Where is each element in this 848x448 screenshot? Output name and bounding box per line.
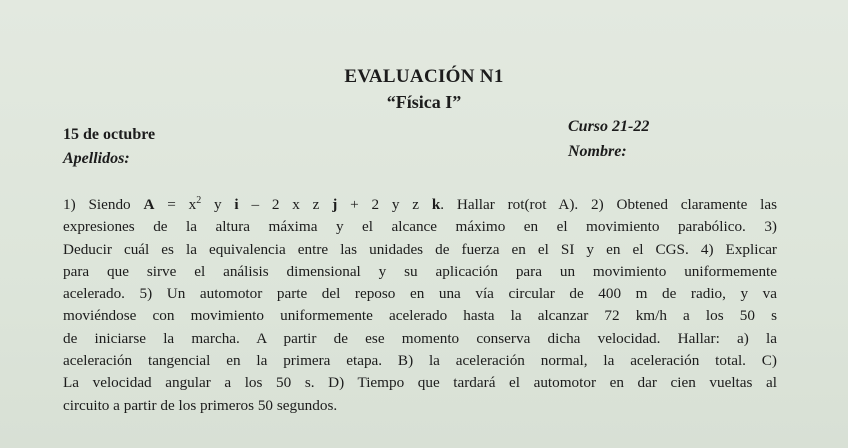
unit-vector-i: i: [234, 196, 239, 213]
text-fragment: = x: [154, 196, 197, 213]
unit-vector-j: j: [332, 196, 338, 213]
question-line-4: para que sirve el análisis dimensional y su aplicación para un movimiento uniformemente: [63, 262, 777, 280]
text-fragment: 1) Siendo: [63, 196, 144, 213]
text-fragment: + 2 y z: [337, 196, 432, 213]
text-fragment: y: [201, 196, 235, 213]
exam-questions: [63, 194, 777, 417]
exam-subtitle: “Física I”: [386, 92, 462, 112]
question-line-3: Deducir cuál es la equivalencia entre las unidades de fuerza en el SI y en el CGS. 4) Explicar: [63, 240, 777, 258]
exam-title: EVALUACIÓN N1: [344, 66, 504, 87]
question-line-8: aceleración tangencial en la primera etapa. B) la aceleración normal, la aceleración total. C): [63, 352, 777, 370]
text-fragment: . Hallar rot(rot A). 2) Obtened claramente las: [440, 196, 778, 213]
apellidos-label: Apellidos:: [63, 150, 130, 167]
question-line-6: moviéndose con movimiento uniformemente acelerado hasta la alcanzar 72 km/h a los 50 s: [63, 307, 777, 325]
question-line-2: expresiones de la altura máxima y el alcance máximo en el movimiento parabólico. 3): [63, 218, 777, 236]
vector-a: A: [143, 196, 155, 213]
question-line-5: acelerado. 5) Un automotor parte del reposo en una vía circular de 400 m de radio, y va: [63, 285, 777, 303]
question-line-10: circuito a partir de los primeros 50 segundos.: [63, 396, 338, 414]
course-label: Curso 21-22: [568, 118, 650, 135]
superscript-2: 2: [196, 195, 202, 206]
question-line-7: de iniciarse la marcha. A partir de ese momento conserva dicha velocidad. Hallar: a) la: [63, 329, 777, 347]
question-line-1: [63, 194, 777, 216]
exam-date: 15 de octubre: [63, 126, 156, 143]
nombre-label: Nombre:: [568, 143, 627, 160]
text-fragment: – 2 x z: [238, 196, 333, 213]
question-line-9: La velocidad angular a los 50 s. D) Tiempo que tardará el automotor en dar cien vueltas al: [63, 374, 777, 392]
unit-vector-k: k: [431, 196, 441, 213]
